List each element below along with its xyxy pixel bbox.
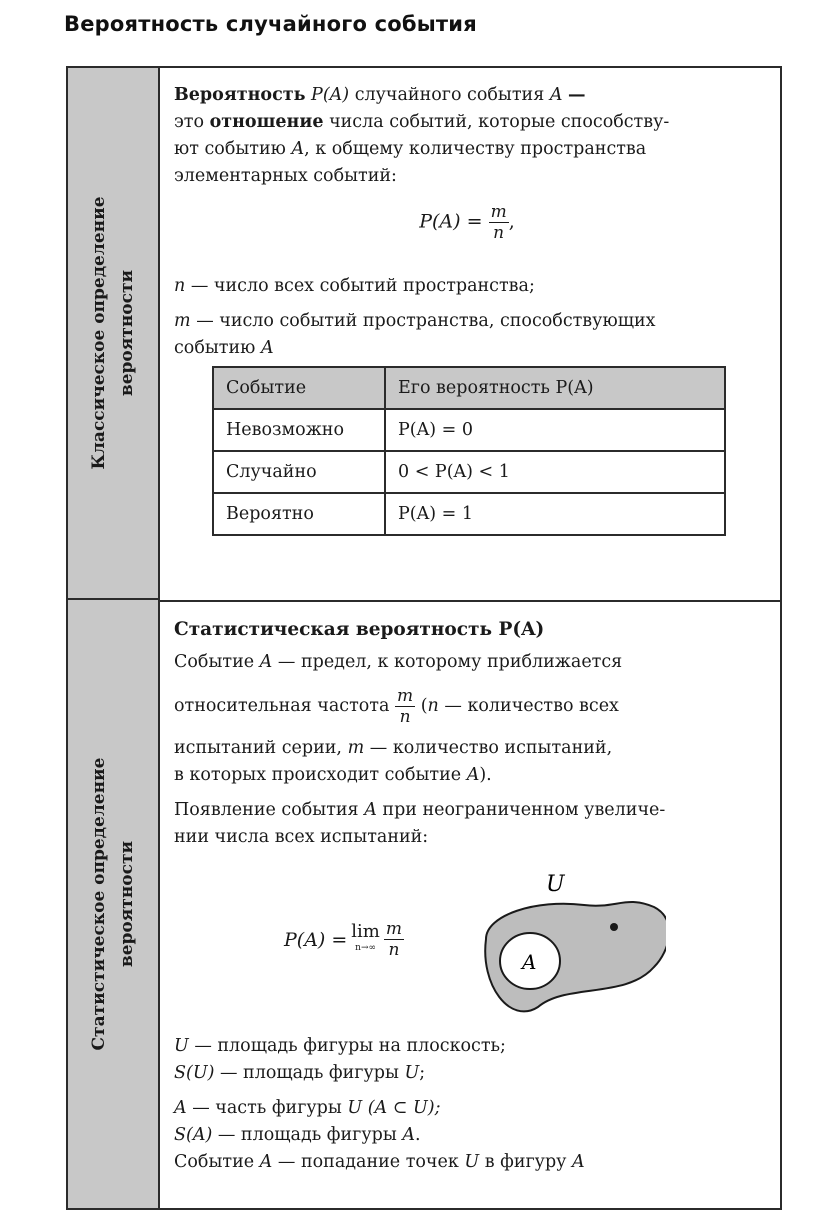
page-title: Вероятность случайного события	[64, 12, 477, 36]
limit-formula: P(A) = lim n→∞ $\frac{m}{n}$	[284, 919, 403, 960]
limit-fraction: $\frac{m}{n}$	[385, 919, 403, 960]
limit-intro: Появление события A при неограниченном увеличе- нии числа всех испытаний:	[174, 800, 666, 847]
table-header: Событие	[213, 367, 385, 409]
table-cell: 0 < P(A) < 1	[385, 451, 725, 493]
table-cell: Вероятно	[213, 493, 385, 535]
classic-formula: P(A) = $\frac{m}{n}$ ,	[419, 202, 515, 243]
relative-frequency-fraction: $\frac{m}{n}$	[396, 686, 414, 727]
m-definition: m — число событий пространства, способствующих событию A	[174, 311, 656, 358]
sidebar-statistical	[68, 600, 160, 1208]
content-frame	[66, 66, 782, 1210]
legend-A: A — часть фигуры U (A ⊂ U); S(A) — площадь фигуры A. Событие A — попадание точек U в фигуру A	[174, 1098, 585, 1172]
sidebar-statistical-line2: вероятности	[117, 840, 137, 968]
statistical-definition: Событие A — предел, к которому приближается относительная частота $\frac{m}{n}$ (n — количество всех испытаний серии, m — количество испытаний, в которых происходит событие A).	[174, 652, 623, 785]
classic-definition: Вероятность P(A) случайного события A — это отношение числа событий, которые способству- ют событию A, к общему количеству пространства элементарных событий:	[174, 85, 670, 186]
sidebar-classic-label	[85, 196, 141, 469]
limit-row	[174, 855, 760, 1033]
table-row	[213, 409, 725, 451]
table-cell: Невозможно	[213, 409, 385, 451]
figure-label-A: A	[522, 950, 537, 974]
formula-fraction: $\frac{m}{n}$	[490, 202, 507, 243]
table-cell: Случайно	[213, 451, 385, 493]
sidebar-classic-line2: вероятности	[117, 269, 137, 397]
figure-label-U: U	[546, 872, 565, 897]
probability-table	[212, 366, 726, 536]
statistical-title: Статистическая вероятность P(A)	[174, 619, 545, 640]
sidebar-statistical-label	[85, 758, 141, 1051]
sidebar-classic-line1: Классическое определение	[89, 196, 109, 470]
table-cell: P(A) = 0	[385, 409, 725, 451]
limit-operator: lim n→∞	[351, 920, 380, 953]
point-marker	[610, 923, 618, 931]
region-figure	[466, 855, 666, 1033]
sidebar-statistical-line1: Статистическое определение	[89, 757, 109, 1051]
section-divider	[158, 600, 780, 602]
table-row	[213, 493, 725, 535]
table-header: Его вероятность P(A)	[385, 367, 725, 409]
sidebar-classic	[68, 68, 160, 600]
n-definition: n — число всех событий пространства;	[174, 276, 535, 296]
table-header-row	[213, 367, 725, 409]
table-row	[213, 451, 725, 493]
table-cell: P(A) = 1	[385, 493, 725, 535]
legend-U: U — площадь фигуры на плоскость; S(U) — площадь фигуры U;	[174, 1036, 506, 1083]
classic-section	[174, 82, 760, 536]
statistical-section	[174, 616, 760, 1176]
